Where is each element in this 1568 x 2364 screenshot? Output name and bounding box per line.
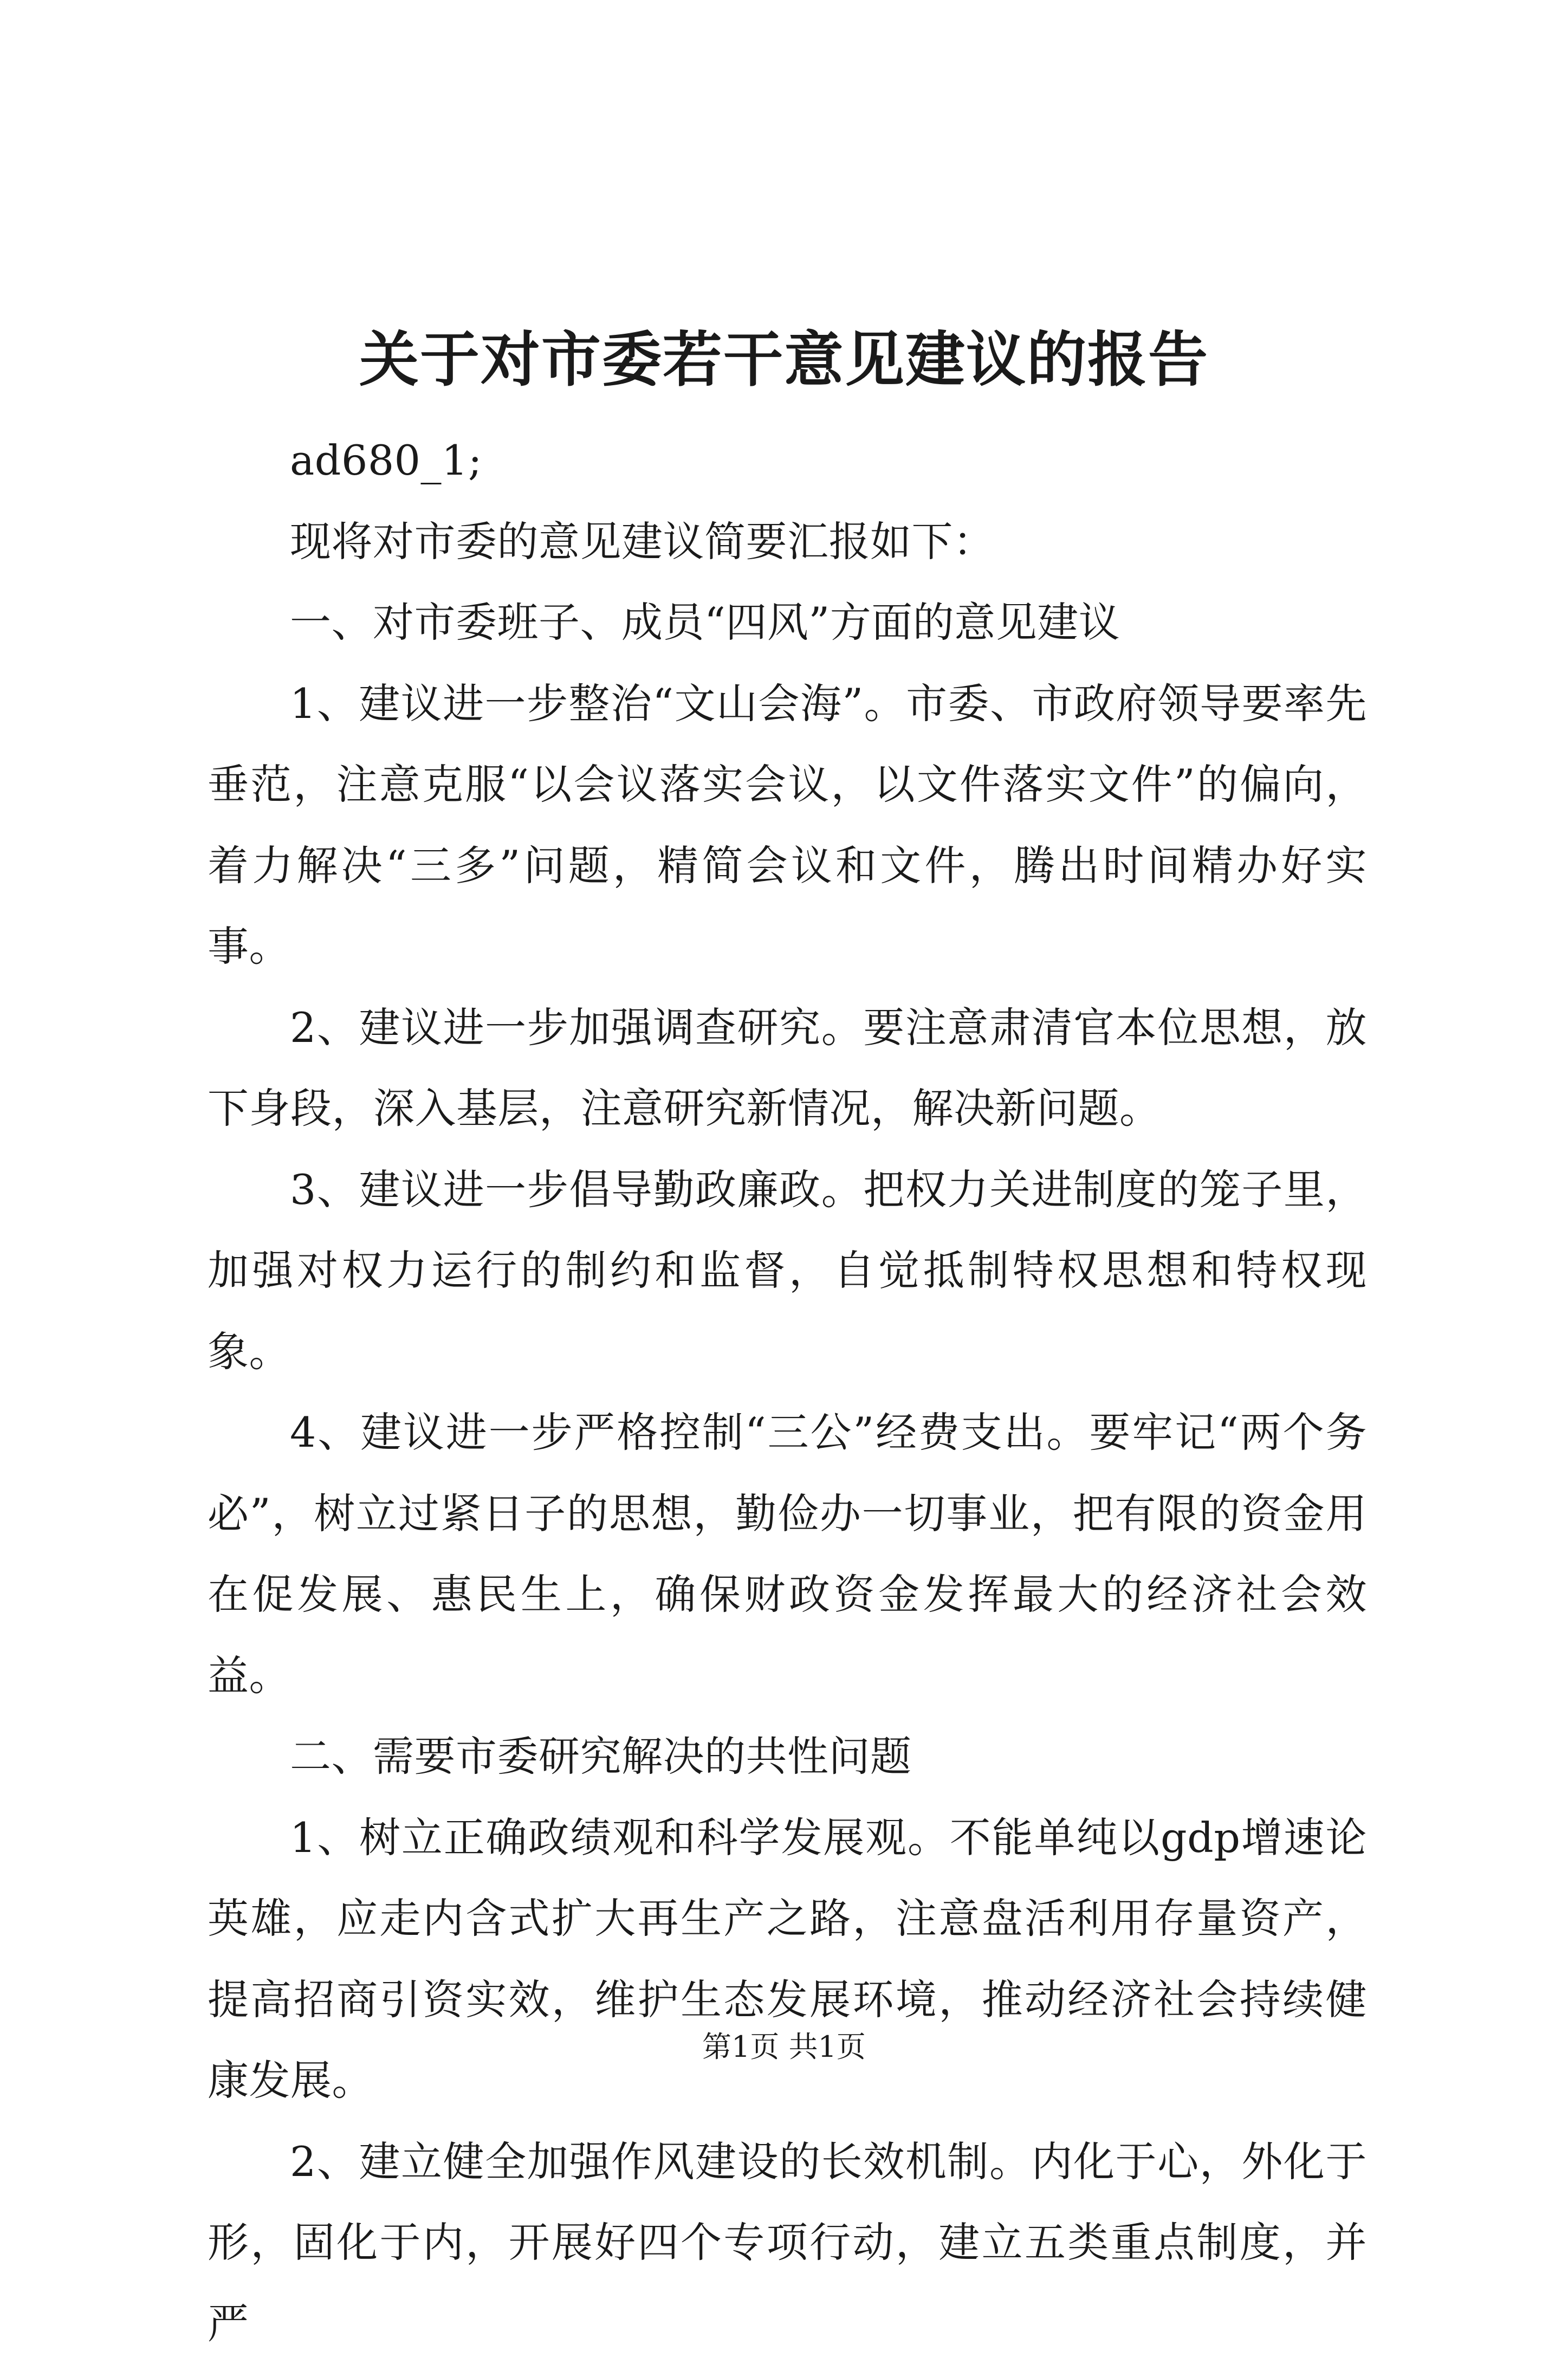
section-heading-1: 一、对市委班子、成员“四风”方面的意见建议 <box>208 582 1367 663</box>
document-body <box>208 420 1367 2364</box>
paragraph-item-2-2: 2、建立健全加强作风建设的长效机制。内化于心，外化于形，固化于内，开展好四个专项行动，建立五类重点制度，并严 <box>208 2121 1367 2364</box>
paragraph-item-1-2: 2、建议进一步加强调查研究。要注意肃清官本位思想，放下身段，深入基层，注意研究新情况，解决新问题。 <box>208 987 1367 1149</box>
paragraph-item-1-3: 3、建议进一步倡导勤政廉政。把权力关进制度的笼子里，加强对权力运行的制约和监督，自觉抵制特权思想和特权现象。 <box>208 1149 1367 1393</box>
document-title: 关于对市委若干意见建议的报告 <box>0 316 1568 403</box>
paragraph-intro: 现将对市委的意见建议简要汇报如下： <box>208 501 1367 582</box>
paragraph-item-1-1: 1、建议进一步整治“文山会海”。市委、市政府领导要率先垂范，注意克服“以会议落实会议，以文件落实文件”的偏向，着力解决“三多”问题，精简会议和文件，腾出时间精办好实事。 <box>208 663 1367 987</box>
section-heading-2: 二、需要市委研究解决的共性问题 <box>208 1716 1367 1797</box>
page-footer: 第1页 共1页 <box>0 2025 1568 2069</box>
paragraph-item-1-4: 4、建议进一步严格控制“三公”经费支出。要牢记“两个务必”，树立过紧日子的思想，勤俭办一切事业，把有限的资金用在促发展、惠民生上，确保财政资金发挥最大的经济社会效益。 <box>208 1392 1367 1716</box>
paragraph-id-code: ad680_1; <box>208 420 1367 501</box>
paragraph-item-2-1: 1、树立正确政绩观和科学发展观。不能单纯以gdp增速论英雄，应走内含式扩大再生产之路，注意盘活利用存量资产，提高招商引资实效，维护生态发展环境，推动经济社会持续健康发展。 <box>208 1797 1367 2121</box>
